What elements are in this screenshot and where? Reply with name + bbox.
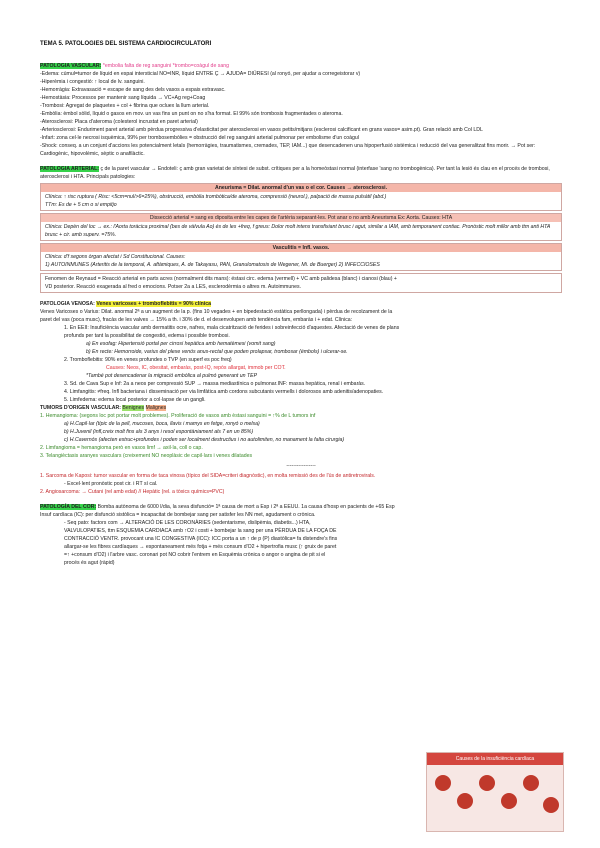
tumors-line: b) H.Juvenil (infl,creix molt fins als 3 anys i resol espontàniament als 7 en un 85%) (64, 429, 254, 435)
venosa-line: profunds per tant la possibilitat de congestió, edema i possible trombosi. (64, 333, 230, 339)
heart-icon (543, 797, 559, 813)
venosa-line: 1. En EEII: Insuficiència vascular amb dermatitis ocre, nafres, mala cicatrització de ferides i sobreinfecció d'aquestes. Afectació de venes de plans (64, 325, 400, 331)
disseccio-heading: Dissecció arterial = sang es diposita entre les capes de l'artèria separant-les. Pot anar o no amb Aneurisma Ex: Aorta. Causes: HTA (41, 214, 561, 222)
cor-intro: Bomba autònoma de 6000 l/dia, la seva disfunció= 1ª causa de mort a Esp i 2ª a EEUU. 1a causa d'hosp en pacients de +65 Esp (97, 504, 395, 510)
arterial-heading: PATOLOGIA ARTERIAL: (40, 166, 99, 172)
vascular-heading-line (40, 62, 562, 70)
venosa-line: *També pot desencadenar la migració embòlica al pulmó generant un TEP (86, 373, 258, 379)
disseccio-body: Clínica: Depèn del loc → ex.: l'Aorta toràcica proximal (bes de vàlvula Ao) és de les +freq, f greus: Dolor molt intens transfixiant brusc i agut, similar a IAM, amb temporanent contiac. Pronòstic molt millor amb ttm anti HTA brusc + cir. amb superv. =75%. (41, 222, 561, 240)
tumors-line: c) H.Cavernós (afecten estruc+profundes i poden ser localment destructius i no autolimiten, no manament la falta cirurgia) (64, 437, 345, 443)
vascular-line-hemostasia: -Hemostàsia: Processos per mantenir sang líquida → VC+Ag reg+Coag (40, 95, 206, 101)
cor-heading: PATOLOGÍA DEL COR: (40, 504, 97, 510)
reynaud-body (41, 274, 561, 292)
heart-icon (435, 775, 451, 791)
cor-line: VALVULOPATIES, ttm ESQUEMIA CARDIACA amb ↑O2 i costi + bombejar la sang per una PÈRDUA DE LA FOÇA DE (64, 528, 337, 534)
vascular-line-aterosclerosi: -Aterosclerosi: Placa d'ateroma (colesterol incrustat en paret arterial) (40, 119, 198, 125)
venosa-line: paret del vas (poca musc), fracàs de les valves → 15% a th. i 30% de d. el desenvolupen amb tendència fam, embaràs i + edat. Clínica: (40, 317, 353, 323)
venosa-line: b) En recte: Hemorroide, varius del plexe venós anus-rectal que poden prolapsar, trombosar (émbols) i ulcerar-se. (86, 349, 348, 355)
cor-line: Insuf cardíaca (IC): per disfunció sistòlica = incapacitat de bombejar sang per satisfer les NN met, agudament o crònica. (40, 512, 316, 518)
heart-icon (501, 793, 517, 809)
arterial-section (40, 165, 562, 181)
vascular-line-hiperemia: -Hiperèmia i congestió: ↑ local de lv. sanguini. (40, 79, 145, 85)
tumors-separator: ----------------- (286, 463, 316, 469)
reynaud-line: Fenomen de Reynaud = Reacció arterial en parts acres (normalment dits mans): éstasi circ. edema (vermell) + VC amb palidesa (blanc) i cianosi (blau) + (45, 276, 397, 282)
tumors-line: a) H.Capil·lar (típic de la pell, mucoses, boca, llavis i mamys en fetge, ronyó o melsa) (64, 421, 260, 427)
venosa-line: 3. Sd. de Cava Sup e Inf: 2a a neos per compressió SUP → massa mediastínica o pulmonar.INF: massa hepàtica, renal i embaràs. (64, 381, 366, 387)
venosa-line: Causes: Neos, IC, obesitat, embaràs, post-IQ, repòs allargat, immob per COT. (106, 365, 286, 371)
tumors-line: 3. Telangièctasis aranyes vasculars (creixement NO neoplàsic de capil·lars i venes dilatades (40, 453, 253, 459)
heart-failure-figure (426, 752, 564, 832)
vasculitis-body (41, 252, 561, 270)
vascular-line-shock: -Shock: conseq. a un conjunt d'accions les potencialment letals (hemorràgies, traumatismes, cremades, TEP, IAM...) que desencadenen una hipoperfusió sistèmica i reducció del vas generalitzat fins morir. → Pot ser: Cardiogènic, hipovolèmic, sèptic o anafilàctic. (40, 143, 536, 157)
tumors-line: - Excel·lent pronòstic post cir. i RT sí cal. (64, 481, 158, 487)
vascular-line-hemorragia: -Hemorràgia: Extravasació = escape de sang des dels vasos a espais extravasc. (40, 87, 226, 93)
tumors-heading: TUMORS D'ORIGEN VASCULAR: (40, 405, 121, 411)
heart-icon (457, 793, 473, 809)
tumors-line: 2. Limfangioma = hemangioma però en vasos limf → axil·la, coll o cap. (40, 445, 203, 451)
venosa-line: 4. Limfangitis: ≠freq. Infl bacteriana i disseminació per via limfàtica amb cordons subcutanis vermells i dolorosos amb adenitis/adenopaties. (64, 389, 384, 395)
reynaud-box (40, 273, 562, 293)
aneurisma-line: Clínica: ↑ risc ruptura ( Risc: <5cm=nul/>6=25%), obstrucció, embòlia trombòtica/de ateroma, compressió (neurol.), palpació de massa pulsàtil (abd.) (45, 194, 387, 200)
vascular-line-arteriosclerosi: -Arteriosclerosi: Enduriment paret arterial amb pèrdua progressiva d'elasticitat per aterosclerosi en vasos petits/mitjans (esclerosi calcificant en grans vasos= asim.pt). Gran relació amb Col LDL (40, 127, 483, 133)
tumors-heading-line (40, 404, 562, 412)
aneurisma-line: TTm: Es de + 5 cm o si empitjo (45, 202, 117, 208)
venosa-heading: PATOLOGIA VENOSA: (40, 301, 95, 307)
vascular-lines (40, 70, 562, 158)
vasculitis-box (40, 243, 562, 271)
page-title: TEMA 5. PATOLOGIES DEL SISTEMA CARDIOCIRCULATORI (40, 41, 212, 47)
heart-icon (479, 775, 495, 791)
aneurisma-box (40, 183, 562, 211)
vasculitis-line: Clínica: d'f segons òrgan afectat i Sd Constitucional. Causes: (45, 254, 186, 260)
tumors-tag-malignes: Malignes (145, 405, 167, 411)
aneurisma-body (41, 192, 561, 210)
vascular-line-embolia: -Embòlia: èmbol sòlid, líquid o gasos en mov. un vas fins un punt on no s'ha format. El 99% són trombosis fragmentades o ateroma. (40, 111, 343, 117)
tumors-tag-benignes: Benignes (122, 405, 145, 411)
venosa-line: Venes Varicoses o Varius: Dilat. anormal 2ª a un augment de la p. (fins 10 vegades + en bipedestació estàtica perllongada) i pèrdua de recolzament de la (40, 309, 393, 315)
cor-heading-line (40, 503, 562, 511)
vascular-line-edema: -Edema: cúmul=tumor de líquid en espai intersticial NO=INR, líquid ENTRE Ç → AJUDA= DIÜRESI (al ronyó, per ajudar a corregeistorar v) (40, 71, 361, 77)
tumors-line: 1. Sarcoma de Kaposi: tumor vascular en forma de taca vinosa (típico del SIDA=criteri diagnòstic), en molta remissió des de l'ús de antiretrovirals. (40, 473, 376, 479)
cor-line: allargar-se les fibres cardíaques → espontaneament més fotja + més consum d'O2 + hipertrofia musc (↑ gruix de paret (64, 544, 337, 550)
vasculitis-line: 1) AUTOINMUNES (Arteritis de la temporal, A. aftàmiques, A. de Takayasu, PAN, Granulomatosis de Wegener, Mi. de Buerger) 2) INFECCIOSES (45, 262, 380, 268)
venosa-line: a) En esofag: Hipertensió portal per cirrosi hepàtica amb hematèmesi (vomit sang) (86, 341, 276, 347)
heart-icon (523, 775, 539, 791)
vascular-line-infart: -Infart: zona cel·le necrosi isquèmica, 99% per trombosembòlies = obstrucció del reg sanguini arterial pulmonar per embolisme d'un coàgul (40, 135, 359, 141)
vascular-line-trombosi: -Trombosi: Agregat de plaquetes + col + fibrina que ocluex la llum arterial. (40, 103, 210, 109)
cor-line: CONTRACCIÓ VENTR. provocant una IC CONGESTIVA (ICC): ICC porta a un ↑ de p (P) diastòlica= fa distendre's fins (64, 536, 338, 542)
arterial-intro: ç de la paret vascular → Endoteli: ç amb gran varietat de síntesi de subst. crítiques per a la homeòstasi normal (interfase 'sang no trombogènica). Per tant la lesió és clau en el procés de trombosi, aterosclerosi i HTA. Principals patologies: (40, 166, 550, 180)
reynaud-line: VD posterior. Reacció exagerada al fred o emocions. Potser 2a a LES, esclerodèrmia o altres m. Autoimmunes. (45, 284, 302, 290)
tumors-line: 2. Angiosarcoma: → Cutani (rel amb edat) // Hepàtic (rel. a tòxics químics=PVC) (40, 489, 225, 495)
cor-line: - Seq pato: factors com → ALTERACIÓ DE LES CORONÀRIES (sedentarisme, dislipèmia, diabetis...) HTA, (64, 520, 311, 526)
vascular-heading-note: *embolia falta de reg sanguini *trombo=coàgul de sang (102, 63, 230, 69)
vascular-heading: PATOLOGIA VASCULAR: (40, 63, 102, 69)
aneurisma-heading: Aneurisma = Dilat. anormal d'un vas o el cor. Causes → aterosclerosi. (41, 184, 561, 192)
disseccio-box (40, 213, 562, 241)
venosa-heading-tail: Venes varicoses + tromboflebitis = 90% clínica (96, 301, 212, 307)
venosa-line: 2. Tromboflebitis: 90% en venes profundes o TVP (en superf es poc freq) (64, 357, 232, 363)
venosa-heading-line (40, 300, 562, 308)
figure-title: Causes de la insuficiència cardíaca (427, 753, 563, 765)
vasculitis-heading: Vasculitis = Infl. vasos. (41, 244, 561, 252)
venosa-line: 5. Limfedema: edema local posterior a col·lapse de un gangli. (64, 397, 206, 403)
tumors-line: 1. Hemangioma: (segons loc pot portar molt problemes). Proliferació de vasos amb èstasi sanguini = ↑% de L tumors inf (40, 413, 316, 419)
cor-line: procés és agut (ràpid) (64, 560, 115, 566)
cor-text-block (40, 519, 430, 567)
cor-line: =↑ +consum d'O2) i l'arbre vasc. coronari pot NO cobrir l'entrem en Esquèmia crònica o angor o angina de pit si el (64, 552, 326, 558)
